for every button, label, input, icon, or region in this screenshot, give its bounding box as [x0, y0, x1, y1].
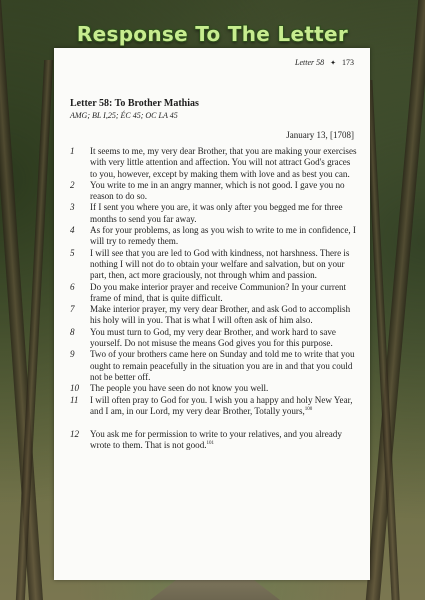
paragraph-number: 6	[70, 281, 75, 292]
footnote-marker: 101	[206, 441, 215, 447]
letter-title: Letter 58: To Brother Mathias	[70, 98, 199, 109]
paragraph-number: 7	[70, 304, 75, 315]
paragraph-text: Do you make interior prayer and receive Communion? In your current frame of mind, that is quite difficult.	[90, 281, 347, 303]
paragraph-number: 2	[70, 179, 75, 190]
paragraph-number: 4	[70, 225, 75, 236]
paragraph	[68, 327, 358, 350]
paragraph	[68, 180, 358, 203]
paragraph	[68, 282, 358, 305]
paragraph-number: 12	[70, 429, 80, 440]
paragraph-number: 10	[70, 383, 80, 394]
paragraph	[68, 146, 358, 180]
separator-icon: ✦	[330, 59, 336, 67]
paragraph-text: The people you have seen do not know you well.	[90, 383, 269, 394]
page-number: 173	[342, 58, 354, 67]
paragraph-text: I will see that you are led to God with kindness, not harshness. There is nothing I will not do to obtain your welfare and salvation, but on your part, then, act more graciously, not through whim and passion.	[90, 247, 350, 281]
paragraph-text: As for your problems, as long as you wish to write to me in confidence, I will try to remedy them.	[90, 225, 356, 247]
paragraph	[68, 225, 358, 248]
paragraph-text	[90, 429, 358, 452]
paragraph-number: 1	[70, 146, 75, 156]
paragraph	[68, 429, 358, 452]
paragraph-text: Make interior prayer, my very dear Brother, and ask God to accomplish his holy will in you. That is what I will often ask of him also.	[90, 304, 351, 326]
paragraph-number: 11	[70, 394, 79, 405]
paragraph-number: 3	[70, 202, 75, 213]
paragraph	[68, 383, 358, 394]
paragraph-number: 9	[70, 349, 75, 360]
paragraph-text	[90, 395, 358, 418]
letter-references: AMG; BL I,25; ÉC 45; OC LA 45	[70, 111, 178, 120]
banner-title: Response To The Letter	[76, 22, 349, 46]
paragraph	[68, 349, 358, 383]
letter-body	[68, 146, 358, 452]
paragraph-text: You write to me in an angry manner, which is not good. I gave you no reason to do so.	[90, 179, 345, 202]
paragraph	[68, 304, 358, 327]
tree-trunk-right	[366, 0, 425, 600]
letter-date: January 13, [1708]	[286, 130, 354, 140]
footnote-marker: 100	[304, 406, 313, 412]
paragraph	[68, 248, 358, 282]
paragraph-text-body: You ask me for permission to write to your relatives, and you already wrote to them. That is not good.	[90, 429, 342, 451]
paragraph-text: If I sent you where you are, it was only after you begged me for three months to send you far away.	[90, 202, 343, 224]
paragraph-text: It seems to me, my very dear Brother, that you are making your exercises with very little attention and affection. You will not attract God's graces to you, however, except by making them with love and as best you can.	[90, 146, 357, 179]
paragraph-text: You must turn to God, my very dear Brother, and work hard to save yourself. Do not misuse the means God gives you for this purpose.	[90, 326, 336, 349]
running-head	[295, 58, 354, 67]
paragraph-text-body: I will often pray to God for you. I wish you a happy and holy New Year, and I am, in our Lord, my very dear Brother, Totally yours,	[90, 394, 353, 416]
book-page	[54, 48, 370, 580]
paragraph	[68, 202, 358, 225]
paragraph	[68, 395, 358, 418]
paragraph-number: 5	[70, 247, 75, 258]
running-head-label: Letter 58	[295, 58, 325, 67]
paragraph-number: 8	[70, 326, 75, 337]
paragraph-text: Two of your brothers came here on Sunday and told me to write that you ought to remain peacefully in the situation you are in and that you could not be better off.	[90, 349, 355, 382]
